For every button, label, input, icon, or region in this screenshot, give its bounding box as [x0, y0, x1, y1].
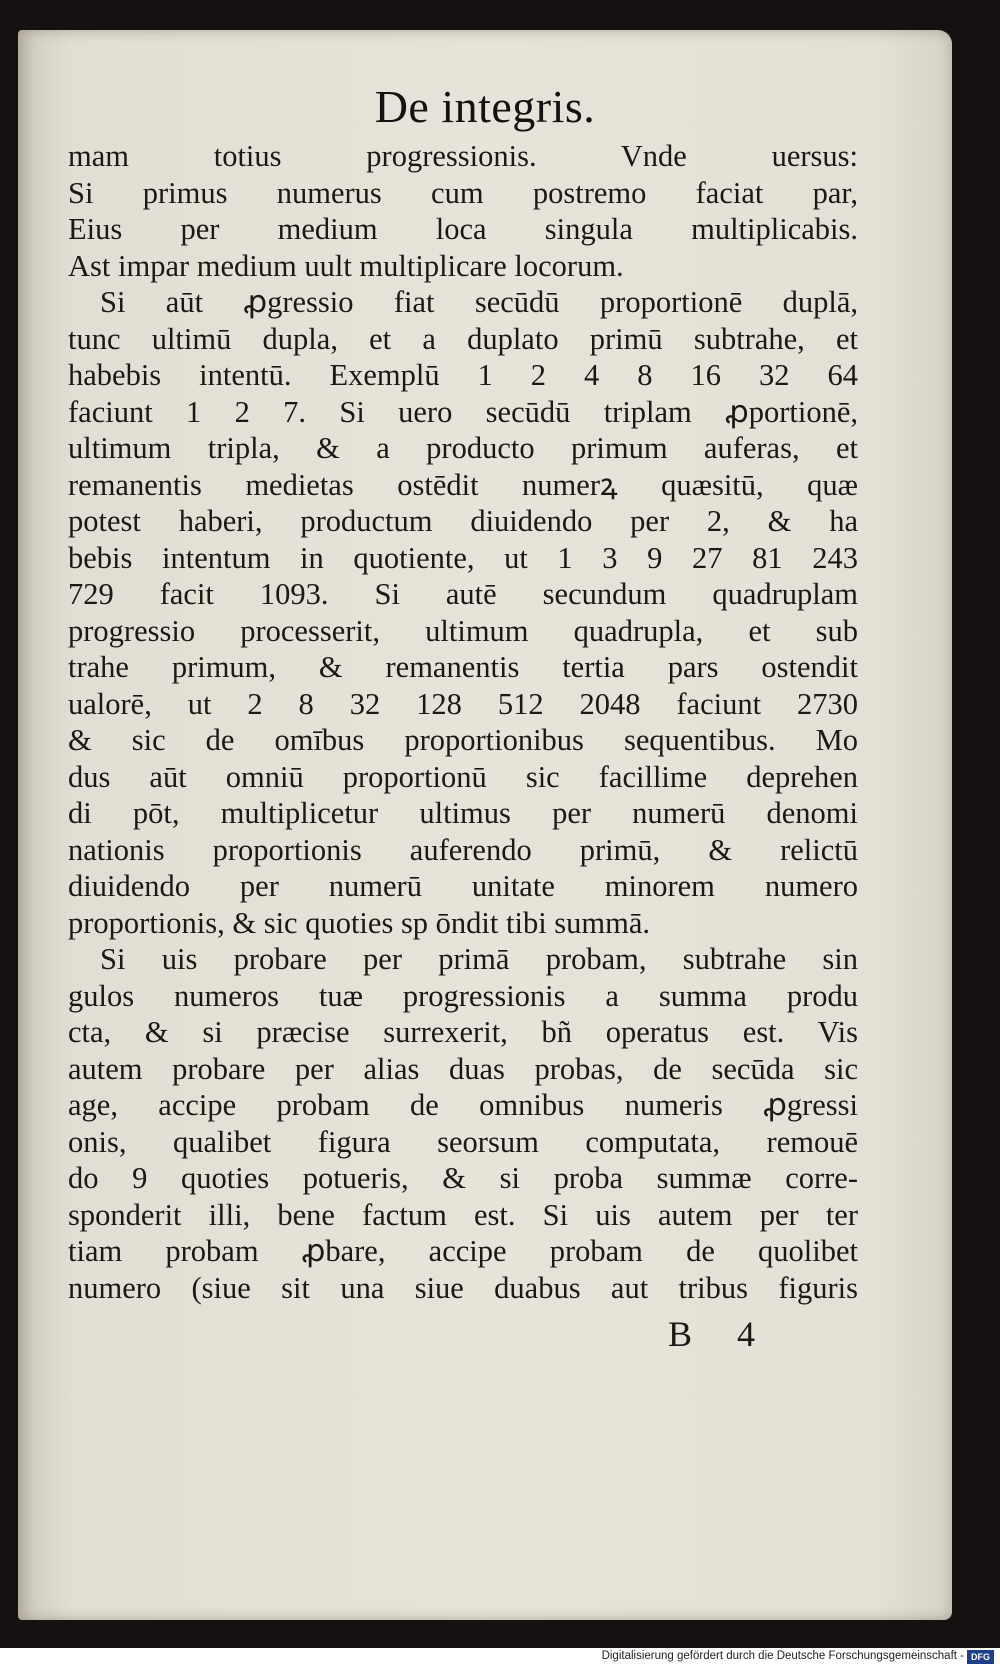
text-line: numero (siue sit una siue duabus aut tribus figuris: [68, 1270, 858, 1305]
text-line: age, accipe probam de omnibus numeris ꝓgressi: [68, 1088, 858, 1122]
text-line: dus aūt omniū proportionū sic facillime deprehen: [68, 759, 858, 794]
text-line: di pōt, multiplicetur ultimus per numerū denomi: [68, 796, 858, 830]
text-line: & sic de omībus proportionibus sequentibus. Mo: [68, 723, 858, 757]
text-line: Si aūt ꝓgressio fiat secūdū proportionē duplā,: [100, 285, 858, 319]
text-line: do 9 quoties potueris, & si proba summæ corre-: [68, 1161, 858, 1195]
text-line: autem probare per alias duas probas, de secūda sic: [68, 1051, 858, 1086]
text-line: diuidendo per numerū unitate minorem numero: [68, 869, 858, 903]
text-line: faciunt 1 2 7. Si uero secūdū triplam ꝓportionē,: [68, 394, 858, 429]
text-line: cta, & si præcise surrexerit, bñ operatus est. Vis: [68, 1015, 858, 1049]
text-line: habebis intentū. Exemplū 1 2 4 8 16 32 64: [68, 358, 858, 392]
body-text: [68, 138, 858, 1306]
signature-mark: B 4: [668, 1314, 774, 1354]
text-line: progressio processerit, ultimum quadrupla, et sub: [68, 613, 858, 648]
text-line: proportionis, & sic quoties sp ōndit tibi summā.: [68, 905, 651, 940]
running-head: De integris.: [374, 81, 596, 132]
text-line: mam totius progressionis. Vnde uersus:: [68, 139, 858, 173]
footer-bar: [0, 1648, 1000, 1668]
text-line: ultimum tripla, & a producto primum auferas, et: [68, 431, 858, 465]
text-line: onis, qualibet figura seorsum computata, remouē: [68, 1124, 858, 1159]
text-line: gulos numeros tuæ progressionis a summa produ: [68, 978, 858, 1013]
text-line: Ast impar medium uult multiplicare locorum.: [68, 248, 624, 283]
text-line: Si primus numerus cum postremo faciat par,: [68, 175, 858, 210]
text-line: remanentis medietas ostēdit numerꝝ quæsitū, quæ: [68, 467, 858, 502]
dfg-logo-icon: DFG: [967, 1650, 994, 1664]
text-line: Eius per medium loca singula multiplicabis.: [68, 212, 858, 246]
text-line: 729 facit 1093. Si autē secundum quadruplam: [68, 577, 858, 611]
text-line: tunc ultimū dupla, et a duplato primū subtrahe, et: [68, 321, 858, 356]
text-line: trahe primum, & remanentis tertia pars ostendit: [68, 650, 858, 684]
text-line: nationis proportionis auferendo primū, & relictū: [68, 832, 858, 867]
text-line: potest haberi, productum diuidendo per 2, & ha: [68, 504, 858, 538]
text-line: sponderit illi, bene factum est. Si uis autem per ter: [68, 1197, 858, 1232]
funding-credit: Digitalisierung gefördert durch die Deutsche Forschungsgemeinschaft -: [601, 1650, 964, 1662]
book-page: [18, 30, 952, 1620]
text-line: bebis intentum in quotiente, ut 1 3 9 27 81 243: [68, 540, 858, 575]
text-line: ualorē, ut 2 8 32 128 512 2048 faciunt 2730: [68, 686, 858, 721]
text-line: Si uis probare per primā probam, subtrahe sin: [100, 942, 858, 976]
text-line: tiam probam ꝓbare, accipe probam de quolibet: [68, 1234, 858, 1268]
